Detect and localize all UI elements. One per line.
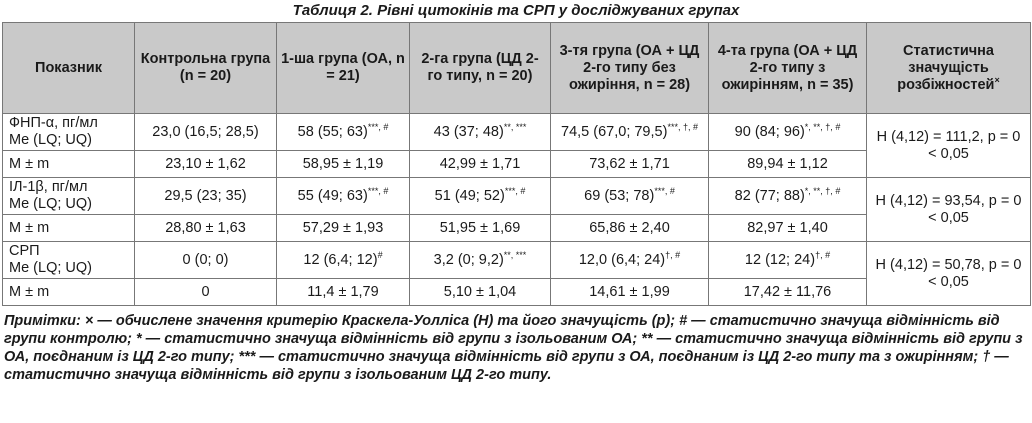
mean-label: M ± m — [3, 215, 135, 242]
mean-cell: 82,97 ± 1,40 — [709, 215, 867, 242]
header-group-2: 2-га група (ЦД 2-го типу, n = 20) — [410, 23, 551, 114]
footnotes: Примітки: × — обчислене значення критерію Краскела-Уолліса (Н) та його значущість (р); # — статистично значуща відмінність від групи контролю; * — статистично значуща відмінність від групи з ізольованим ОА; ** — статистично значуща відмінність від групи з ОА, поєднаним із ЦД 2-го типу; *** — статистично значуща відмінність від групи з ОА, поєднаним із ЦД 2-го типу та з ожирінням; † — статистично значуща відмінність від групи з ізольованим ЦД 2-го типу. — [4, 313, 1023, 383]
mean-cell: 51,95 ± 1,69 — [410, 215, 551, 242]
significance-cell: H (4,12) = 50,78, p = 0 < 0,05 — [867, 242, 1031, 306]
median-cell: 3,2 (0; 9,2)**, *** — [410, 242, 551, 279]
median-cell: 90 (84; 96)*, **, †, # — [709, 114, 867, 151]
median-cell: 12 (6,4; 12)# — [277, 242, 410, 279]
mean-cell: 14,61 ± 1,99 — [551, 279, 709, 306]
significance-cell: H (4,12) = 93,54, p = 0 < 0,05 — [867, 178, 1031, 242]
table-row — [3, 178, 1031, 215]
mean-cell: 73,62 ± 1,71 — [551, 151, 709, 178]
header-significance: Статистична значущість розбіжностей× — [867, 23, 1031, 114]
header-control: Контрольна група (n = 20) — [135, 23, 277, 114]
indicator-label: СРП Me (LQ; UQ) — [3, 242, 135, 279]
mean-cell: 23,10 ± 1,62 — [135, 151, 277, 178]
table-row — [3, 114, 1031, 151]
header-group-3: 3-тя група (ОА + ЦД 2-го типу без ожиріння, n = 28) — [551, 23, 709, 114]
mean-cell: 28,80 ± 1,63 — [135, 215, 277, 242]
median-cell: 74,5 (67,0; 79,5)***, †, # — [551, 114, 709, 151]
table-row — [3, 242, 1031, 279]
indicator-label: ІЛ-1β, пг/мл Me (LQ; UQ) — [3, 178, 135, 215]
mean-cell: 0 — [135, 279, 277, 306]
header-group-4: 4-та група (ОА + ЦД 2-го типу з ожирінням, n = 35) — [709, 23, 867, 114]
median-cell: 12 (12; 24)†, # — [709, 242, 867, 279]
indicator-label: ФНП-α, пг/мл Me (LQ; UQ) — [3, 114, 135, 151]
mean-cell: 11,4 ± 1,79 — [277, 279, 410, 306]
significance-cell: H (4,12) = 111,2, p = 0 < 0,05 — [867, 114, 1031, 178]
mean-cell: 5,10 ± 1,04 — [410, 279, 551, 306]
median-cell: 23,0 (16,5; 28,5) — [135, 114, 277, 151]
mean-cell: 42,99 ± 1,71 — [410, 151, 551, 178]
median-cell: 55 (49; 63)***, # — [277, 178, 410, 215]
median-cell: 0 (0; 0) — [135, 242, 277, 279]
median-cell: 69 (53; 78)***, # — [551, 178, 709, 215]
header-indicator: Показник — [3, 23, 135, 114]
median-cell: 12,0 (6,4; 24)†, # — [551, 242, 709, 279]
median-cell: 43 (37; 48)**, *** — [410, 114, 551, 151]
mean-label: M ± m — [3, 279, 135, 306]
cytokine-table — [2, 22, 1031, 306]
mean-cell: 58,95 ± 1,19 — [277, 151, 410, 178]
median-cell: 82 (77; 88)*, **, †, # — [709, 178, 867, 215]
mean-cell: 89,94 ± 1,12 — [709, 151, 867, 178]
median-cell: 58 (55; 63)***, # — [277, 114, 410, 151]
table-caption: Таблиця 2. Рівні цитокінів та СРП у досліджуваних групах — [292, 2, 740, 19]
mean-cell: 17,42 ± 11,76 — [709, 279, 867, 306]
median-cell: 29,5 (23; 35) — [135, 178, 277, 215]
mean-cell: 65,86 ± 2,40 — [551, 215, 709, 242]
median-cell: 51 (49; 52)***, # — [410, 178, 551, 215]
mean-cell: 57,29 ± 1,93 — [277, 215, 410, 242]
header-row — [3, 23, 1031, 114]
mean-label: M ± m — [3, 151, 135, 178]
header-group-1: 1-ша група (ОА, n = 21) — [277, 23, 410, 114]
